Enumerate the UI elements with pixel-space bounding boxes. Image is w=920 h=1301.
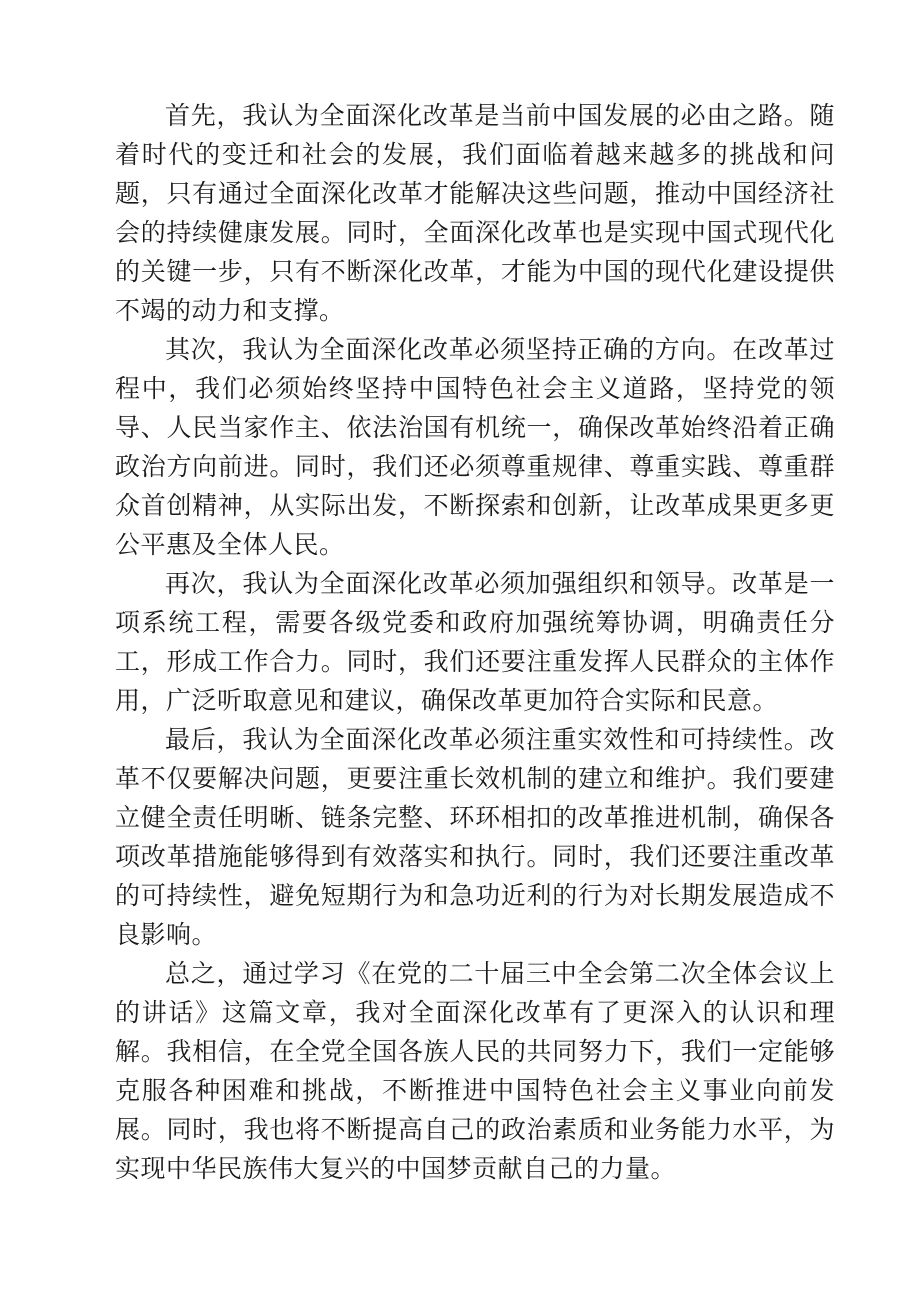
paragraph-first: 首先，我认为全面深化改革是当前中国发展的必由之路。随着时代的变迁和社会的发展，我们面临着越来越多的挑战和问题，只有通过全面深化改革才能解决这些问题，推动中国经济社会的持续健康发展。同时，全面深化改革也是实现中国式现代化的关键一步，只有不断深化改革，才能为中国的现代化建设提供不竭的动力和支撑。 — [115, 101, 835, 325]
paragraph-fourth: 最后，我认为全面深化改革必须注重实效性和可持续性。改革不仅要解决问题，更要注重长效机制的建立和维护。我们要建立健全责任明晰、链条完整、环环相扣的改革推进机制，确保各项改革措施能够得到有效落实和执行。同时，我们还要注重改革的可持续性，避免短期行为和急功近利的行为对长期发展造成不良影响。 — [115, 725, 835, 949]
paragraph-third: 再次，我认为全面深化改革必须加强组织和领导。改革是一项系统工程，需要各级党委和政府加强统筹协调，明确责任分工，形成工作合力。同时，我们还要注重发挥人民群众的主体作用，广泛听取意见和建议，确保改革更加符合实际和民意。 — [115, 569, 835, 715]
paragraph-conclusion: 总之，通过学习《在党的二十届三中全会第二次全体会议上的讲话》这篇文章，我对全面深化改革有了更深入的认识和理解。我相信，在全党全国各族人民的共同努力下，我们一定能够克服各种困难和挑战，不断推进中国特色社会主义事业向前发展。同时，我也将不断提高自己的政治素质和业务能力水平，为实现中华民族伟大复兴的中国梦贡献自己的力量。 — [115, 959, 835, 1183]
document-page — [115, 96, 835, 1188]
paragraph-second: 其次，我认为全面深化改革必须坚持正确的方向。在改革过程中，我们必须始终坚持中国特色社会主义道路，坚持党的领导、人民当家作主、依法治国有机统一，确保改革始终沿着正确政治方向前进。同时，我们还必须尊重规律、尊重实践、尊重群众首创精神，从实际出发，不断探索和创新，让改革成果更多更公平惠及全体人民。 — [115, 335, 835, 559]
